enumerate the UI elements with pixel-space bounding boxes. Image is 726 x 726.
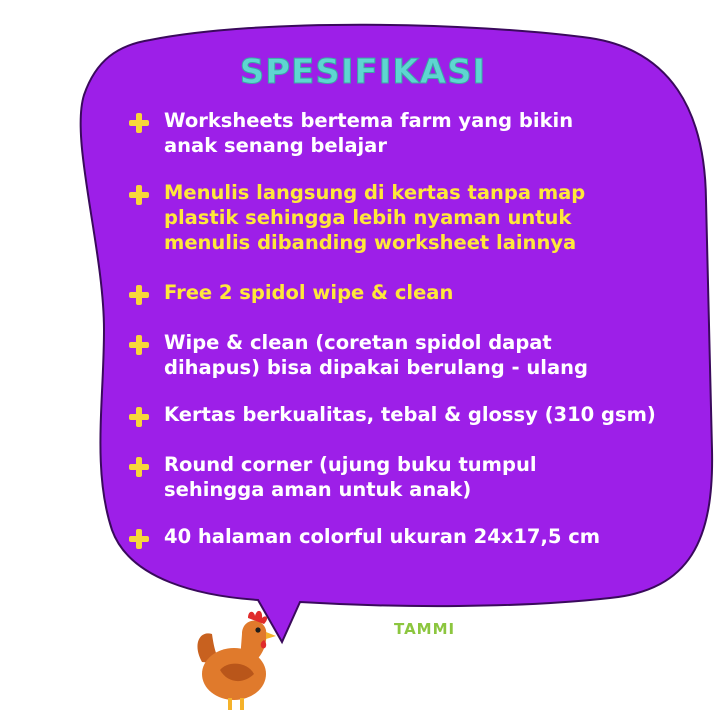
item-text: Free 2 spidol wipe & clean xyxy=(164,281,454,304)
page-title: SPESIFIKASI xyxy=(239,52,487,92)
brand-logo: TAMMI xyxy=(394,620,456,638)
list-item xyxy=(128,330,588,380)
plus-icon xyxy=(128,334,150,356)
item-text: Kertas berkualitas, tebal & glossy (310 gsm) xyxy=(164,403,656,426)
plus-icon xyxy=(128,184,150,206)
plus-icon xyxy=(128,456,150,478)
plus-icon xyxy=(128,406,150,428)
item-text: 40 halaman colorful ukuran 24x17,5 cm xyxy=(164,525,601,548)
item-text: Round corner (ujung buku tumpul sehingga aman untuk anak) xyxy=(164,453,537,501)
item-text: Menulis langsung di kertas tanpa map plastik sehingga lebih nyaman untuk menulis dibanding worksheet lainnya xyxy=(164,181,586,254)
item-text: Worksheets bertema farm yang bikin anak senang belajar xyxy=(164,109,574,157)
list-item xyxy=(128,108,573,158)
chicken-icon xyxy=(192,604,282,712)
list-item xyxy=(128,452,537,502)
plus-icon xyxy=(128,112,150,134)
list-item xyxy=(128,180,585,255)
plus-icon xyxy=(128,528,150,550)
plus-icon xyxy=(128,284,150,306)
list-item xyxy=(128,280,453,306)
list-item xyxy=(128,402,656,428)
item-text: Wipe & clean (coretan spidol dapat dihapus) bisa dipakai berulang - ulang xyxy=(164,331,588,379)
list-item xyxy=(128,524,600,550)
